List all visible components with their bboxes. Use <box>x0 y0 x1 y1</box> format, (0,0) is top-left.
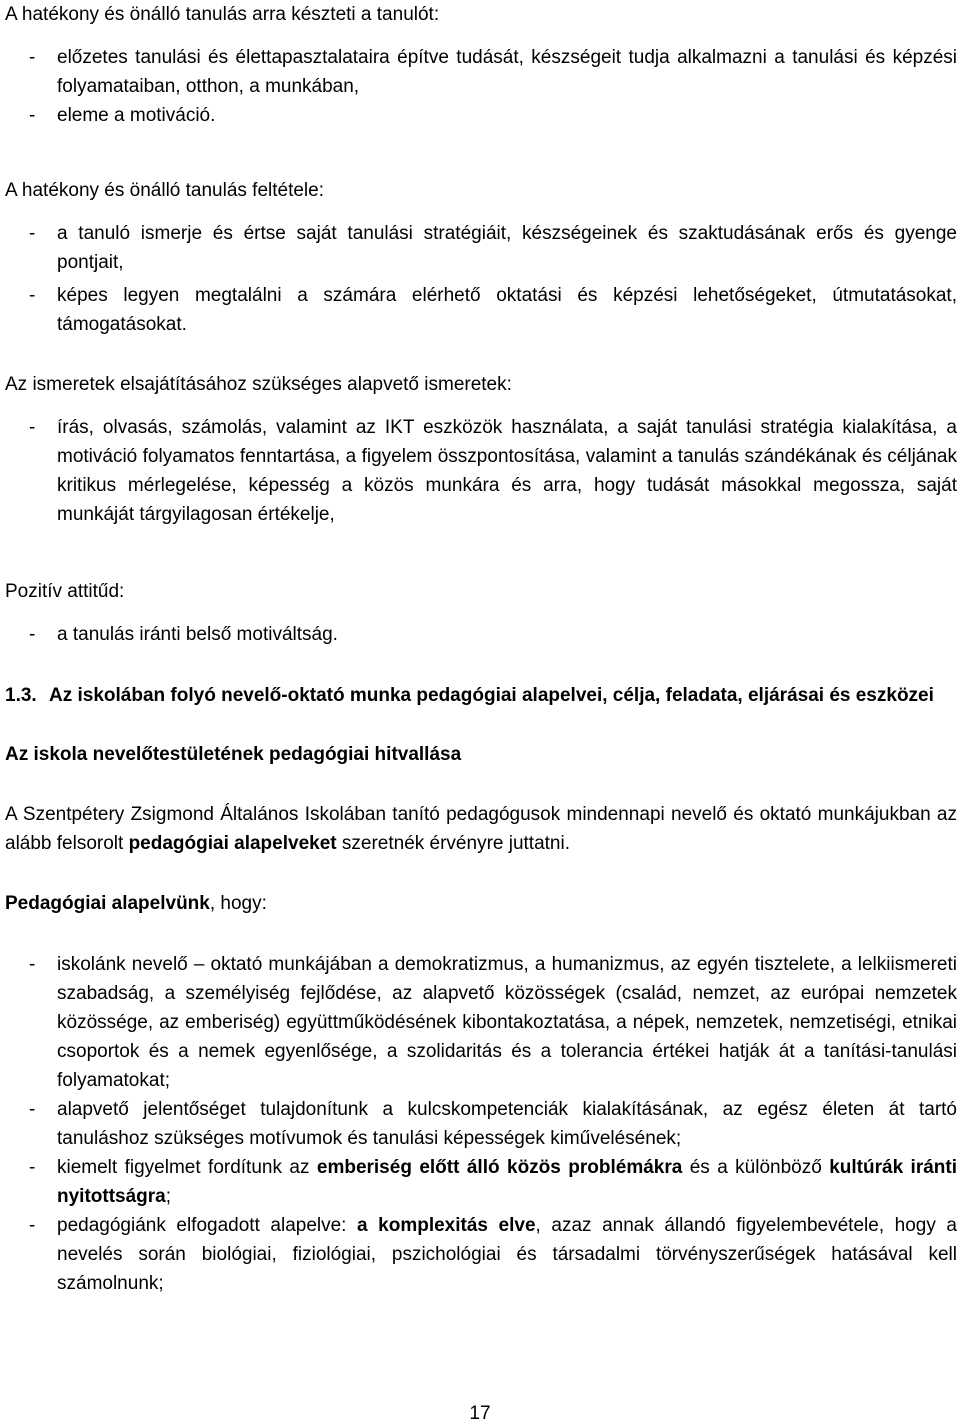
block1-intro: A hatékony és önálló tanulás arra készteti a tanulót: <box>5 4 440 25</box>
document-page <box>5 0 957 1298</box>
principles-list <box>5 950 957 1298</box>
list-item: - írás, olvasás, számolás, valamint az IKT eszközök használata, a saját tanulási stratégia kialakítása, a motiváció folyamatos fenntartása, a figyelem összpontosítása, valamint a tanulás szándékának és céljának kritikus mérlegelése, képesség a közös munkára és arra, hogy tudását másokkal megossza, saját munkáját tárgyilagosan értékelje, <box>5 413 957 529</box>
paragraph-hitvallas <box>5 800 957 858</box>
list-item: - iskolánk nevelő – oktató munkájában a demokratizmus, a humanizmus, az egyén tisztelete, a lelkiismereti szabadság, a személyiség fejlődése, az alapvető közösségek (család, nemzet, az európai nemzetek közössége, az emberiség) együttműködésének kibontakoztatása, a népek, nemzetek, nemzetiségi, etnikai csoportok és a nemek egyenlősége, a szolidaritás és a tolerancia értékei hatják át a tanítási-tanulási folyamatokat; <box>5 950 957 1095</box>
paragraph-text: szeretnék érvényre juttatni. <box>336 833 570 854</box>
list-item: - alapvető jelentőséget tulajdonítunk a kulcskompetenciák kialakításának, az egész életen át tartó tanuláshoz szükséges motívumok és tanulási képességek kiművelésének; <box>5 1095 957 1153</box>
principles-intro-bold: Pedagógiai alapelvünk <box>5 893 210 914</box>
section-number: 1.3. <box>5 685 37 706</box>
list-item <box>5 1153 957 1211</box>
block2-list <box>5 219 957 339</box>
block3-intro: Az ismeretek elsajátításához szükséges alapvető ismeretek: <box>5 374 512 395</box>
block4-intro: Pozitív attitűd: <box>5 581 125 602</box>
block1-list <box>5 43 957 130</box>
list-item <box>5 1211 957 1298</box>
subsection-title: Az iskola nevelőtestületének pedagógiai hitvallása <box>5 744 462 765</box>
list-item: - eleme a motiváció. <box>5 101 957 130</box>
list-text: kiemelt figyelmet fordítunk az <box>57 1157 317 1178</box>
list-bold: a komplexitás elve <box>357 1215 536 1236</box>
section-title: Az iskolában folyó nevelő-oktató munka pedagógiai alapelvei, célja, feladata, eljárásai és eszközei <box>49 685 934 706</box>
page-number: 17 <box>469 1403 491 1424</box>
list-item: - képes legyen megtalálni a számára elérhető oktatási és képzési lehetőségeket, útmutatásokat, támogatásokat. <box>5 281 957 339</box>
list-bold: emberiség előtt álló közös problémákra <box>316 1157 683 1178</box>
list-bold: kultúrák iránti nyitottságra <box>57 1157 958 1207</box>
block4-list <box>5 620 957 649</box>
block3-list <box>5 413 957 529</box>
list-item: - a tanulás iránti belső motiváltság. <box>5 620 957 649</box>
list-text: pedagógiánk elfogadott alapelve: <box>57 1215 358 1236</box>
list-text: ; <box>165 1186 172 1207</box>
list-item: - előzetes tanulási és élettapasztalataira építve tudását, készségeit tudja alkalmazni a tanulási és képzési folyamataiban, otthon, a munkában, <box>5 43 957 101</box>
paragraph-bold: pedagógiai alapelveket <box>128 833 337 854</box>
principles-intro-text: , hogy: <box>209 893 267 914</box>
list-text: és a különböző <box>682 1157 830 1178</box>
section-heading <box>5 682 957 710</box>
block2-intro: A hatékony és önálló tanulás feltétele: <box>5 180 325 201</box>
principles-intro <box>5 889 957 918</box>
list-item: - a tanuló ismerje és értse saját tanulási stratégiáit, készségeinek és szaktudásának erős és gyenge pontjait, <box>5 219 957 277</box>
paragraph-text: A Szentpétery Zsigmond Általános Iskolában tanító pedagógusok mindennapi nevelő és oktató munkájukban az alább felsorolt <box>5 804 957 854</box>
list-text: , azaz annak állandó figyelembevétele, hogy a nevelés során biológiai, fiziológiai, pszichológiai és társadalmi törvényszerűségek hatásával kell számolnunk; <box>57 1215 957 1294</box>
